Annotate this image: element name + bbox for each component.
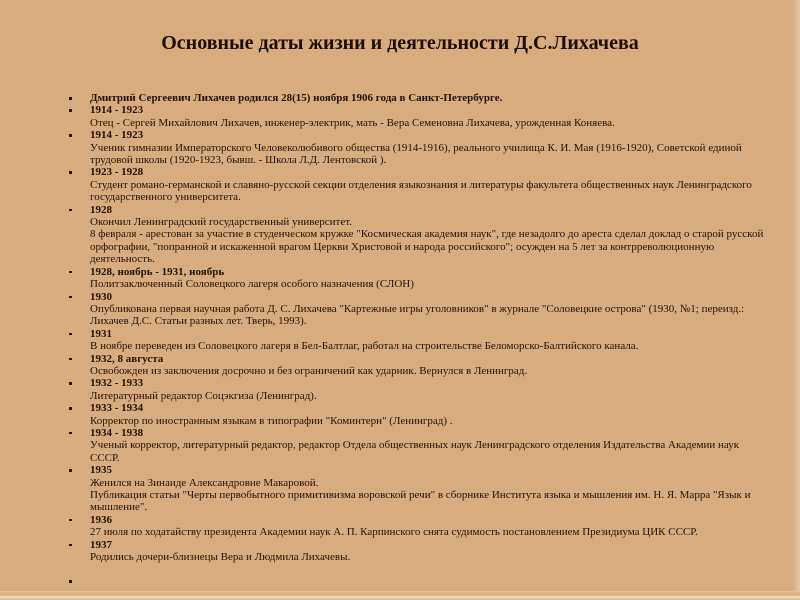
timeline-item [68,464,766,514]
item-date: 1933 - 1934 [90,402,144,415]
item-description: Студент романо-германской и славяно-русской секции отделения языкознания и литературы факультета общественных наук Ленинградского государственного университета. [90,178,752,204]
item-date: 1928 [90,203,112,216]
item-date: 1936 [90,513,112,526]
item-description: Корректор по иностранным языкам в типографии "Коминтерн" (Ленинград) . [90,414,453,427]
timeline-item [68,104,766,129]
timeline-item [68,514,766,539]
timeline-item [68,291,766,328]
slide-title: Основные даты жизни и деятельности Д.С.Лихачева [161,32,639,54]
item-description: 8 февраля - арестован за участие в студенческом кружке "Космическая академия наук", где незадолго до ареста сделал доклад о старой русской орфографии, "попранной и искаженной врагом Церкви Христовой и народа российского"; осужден на 5 лет за контрреволюционную деятельность. [90,228,764,266]
item-description: Политзаключенный Соловецкого лагеря особого назначения (СЛОН) [90,278,414,291]
bullet-icon [69,171,72,174]
bullet-icon [69,109,72,112]
bullet-icon [69,519,72,522]
item-date: 1937 [90,538,112,551]
timeline-item [68,402,766,427]
item-description: 27 июля по ходатайству президента Академии наук А. П. Карпинского снята судимость постановлением Президиума ЦИК СССР. [90,526,698,539]
timeline-item [68,377,766,402]
item-description: Опубликована первая научная работа Д. С. Лихачева "Картежные игры уголовников" в журнале "Соловецкие острова" (1930, №1; переизд.: Лихачев Д.С. Статьи разных лет. Тверь, 1993). [90,302,745,328]
bullet-icon [69,432,72,435]
bullet-icon [69,382,72,385]
timeline-item [68,204,766,266]
item-description: Публикация статьи "Черты первобытного примитивизма воровской речи" в сборнике Института языка и мышления им. Н. Я. Марра "Язык и мышление". [90,489,751,514]
bullet-icon [69,296,72,299]
item-date: 1930 [90,290,112,303]
bullet-icon [69,333,72,336]
timeline-item [68,427,766,464]
item-date: 1914 - 1923 [90,129,144,142]
timeline-item [68,353,766,378]
item-description: Родились дочери-близнецы Вера и Людмила Лихачевы. [90,551,351,564]
bullet-icon [69,580,72,583]
item-description: Ученый корректор, литературный редактор, редактор Отдела общественных наук Ленинградского отделения Издательства Академии наук СССР. [90,439,740,464]
item-date: Дмитрий Сергеевич Лихачев родился 28(15) ноября 1906 года в Санкт-Петербурге. [90,92,503,104]
timeline-list [68,92,766,588]
item-date: 1931 [90,327,112,340]
item-description: Отец - Сергей Михайлович Лихачев, инженер-электрик, мать - Вера Семеновна Лихачева, урожденная Коняева. [90,116,615,129]
timeline-item [68,539,766,564]
item-date: 1932 - 1933 [90,377,144,390]
bullet-icon [69,358,72,361]
slide-right-edge-decoration [792,0,800,600]
slide-bottom-edge-decoration [0,591,800,600]
timeline-item-empty [68,575,766,587]
bullet-icon [69,544,72,547]
item-description: Окончил Ленинградский государственный университет. [90,216,352,229]
bullet-icon [69,97,72,100]
timeline-item [68,266,766,291]
item-date: 1935 [90,464,112,477]
item-date: 1928, ноябрь - 1931, ноябрь [90,265,225,278]
item-date: 1932, 8 августа [90,352,164,365]
bullet-icon [69,407,72,410]
item-date: 1923 - 1928 [90,166,144,179]
bullet-icon [69,271,72,274]
timeline-item [68,328,766,353]
item-description: Литературный редактор Соцэкгиза (Ленинград). [90,389,317,402]
item-description: Ученик гимназии Императорского Человеколюбивого общества (1914-1916), реального училища К. И. Мая (1916-1920), Советской единой трудовой школы (1920-1923, бывш. - Школа Л.Д. Лентовской ). [90,141,742,167]
timeline-item [68,92,766,104]
bullet-icon [69,209,72,212]
bullet-icon [69,469,72,472]
timeline-item [68,166,766,203]
item-description: Освобожден из заключения досрочно и без ограничений как ударник. Вернулся в Ленинград. [90,364,528,377]
item-description: Женился на Зинаиде Александровне Макаровой. [90,476,319,489]
timeline-item [68,129,766,166]
item-date: 1934 - 1938 [90,426,144,439]
item-description: В ноябре переведен из Соловецкого лагеря в Бел-Балтлаг, работал на строительстве Беломорско-Балтийского канала. [90,340,639,353]
item-date: 1914 - 1923 [90,104,144,117]
bullet-icon [69,134,72,137]
